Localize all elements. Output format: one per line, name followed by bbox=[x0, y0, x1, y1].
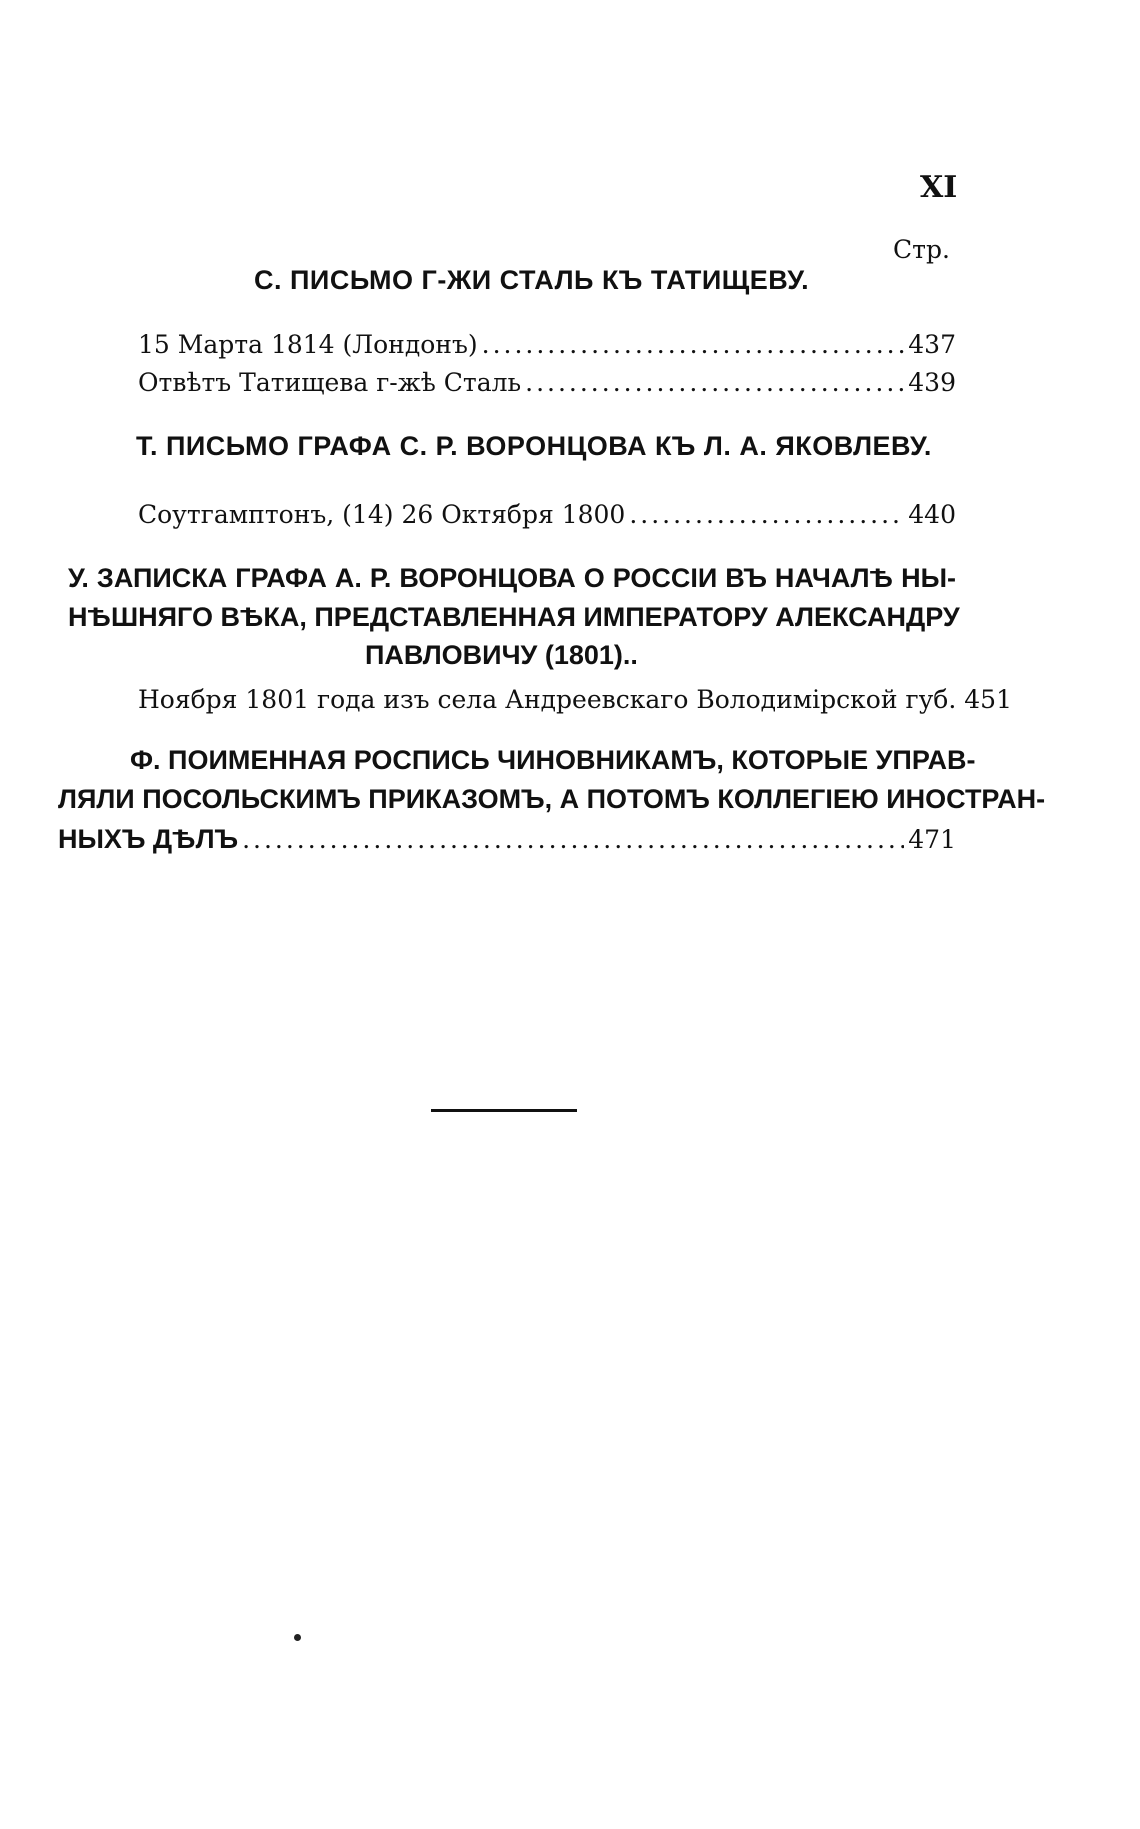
toc-entry-page: 437 bbox=[908, 330, 956, 359]
toc-entry-page: 471 bbox=[908, 825, 956, 854]
toc-entry[interactable] bbox=[138, 685, 1012, 714]
toc-entry-label: 15 Марта 1814 (Лондонъ) bbox=[138, 330, 478, 359]
toc-leader-dots bbox=[242, 825, 904, 854]
section-heading-c: С. ПИСЬМО Г-ЖИ СТАЛЬ КЪ ТАТИЩЕВУ. bbox=[254, 265, 810, 295]
section-heading-t: Т. ПИСЬМО ГРАФА С. Р. ВОРОНЦОВА КЪ Л. А. ЯКОВЛЕВУ. bbox=[136, 431, 932, 461]
section-divider-rule bbox=[431, 1109, 577, 1112]
section-heading-f-line2: ЛЯЛИ ПОСОЛЬСКИМЪ ПРИКАЗОМЪ, А ПОТОМЪ КОЛЛЕГІЕЮ ИНОСТРАН- bbox=[58, 784, 1046, 814]
toc-leader-dots bbox=[525, 368, 904, 397]
toc-entry-page: 451 bbox=[964, 685, 1012, 714]
page-column-label: Стр. bbox=[893, 235, 950, 264]
toc-entry-label: Ноября 1801 года изъ села Андреевскаго Володимірской губ. bbox=[138, 685, 957, 714]
section-heading-f-line1: Ф. ПОИМЕННАЯ РОСПИСЬ ЧИНОВНИКАМЪ, КОТОРЫЕ УПРАВ- bbox=[130, 745, 976, 775]
toc-entry-label: НЫХЪ ДѢЛЪ bbox=[58, 824, 239, 854]
toc-entry[interactable] bbox=[58, 824, 956, 855]
toc-entry-page: 439 bbox=[908, 368, 956, 397]
toc-entry-page: 440 bbox=[908, 500, 956, 529]
toc-entry[interactable] bbox=[138, 330, 956, 359]
toc-leader-dots bbox=[629, 500, 904, 529]
section-heading-u-line2: НѢШНЯГО ВѢКА, ПРЕДСТАВЛЕННАЯ ИМПЕРАТОРУ АЛЕКСАНДРУ bbox=[68, 602, 960, 632]
page-number: XI bbox=[920, 170, 958, 205]
toc-entry[interactable] bbox=[138, 368, 956, 397]
section-heading-u-line1: У. ЗАПИСКА ГРАФА А. Р. ВОРОНЦОВА О РОССІИ ВЪ НАЧАЛѢ НЫ- bbox=[68, 563, 956, 593]
ink-speck bbox=[294, 1634, 301, 1641]
toc-entry-label: Соутгамптонъ, (14) 26 Октября 1800 bbox=[138, 500, 626, 529]
section-heading-u-line3: ПАВЛОВИЧУ (1801).. bbox=[365, 640, 638, 670]
toc-entry[interactable] bbox=[138, 500, 956, 529]
toc-entry-label: Отвѣтъ Татищева г-жѣ Сталь bbox=[138, 368, 522, 397]
toc-leader-dots bbox=[482, 330, 905, 359]
